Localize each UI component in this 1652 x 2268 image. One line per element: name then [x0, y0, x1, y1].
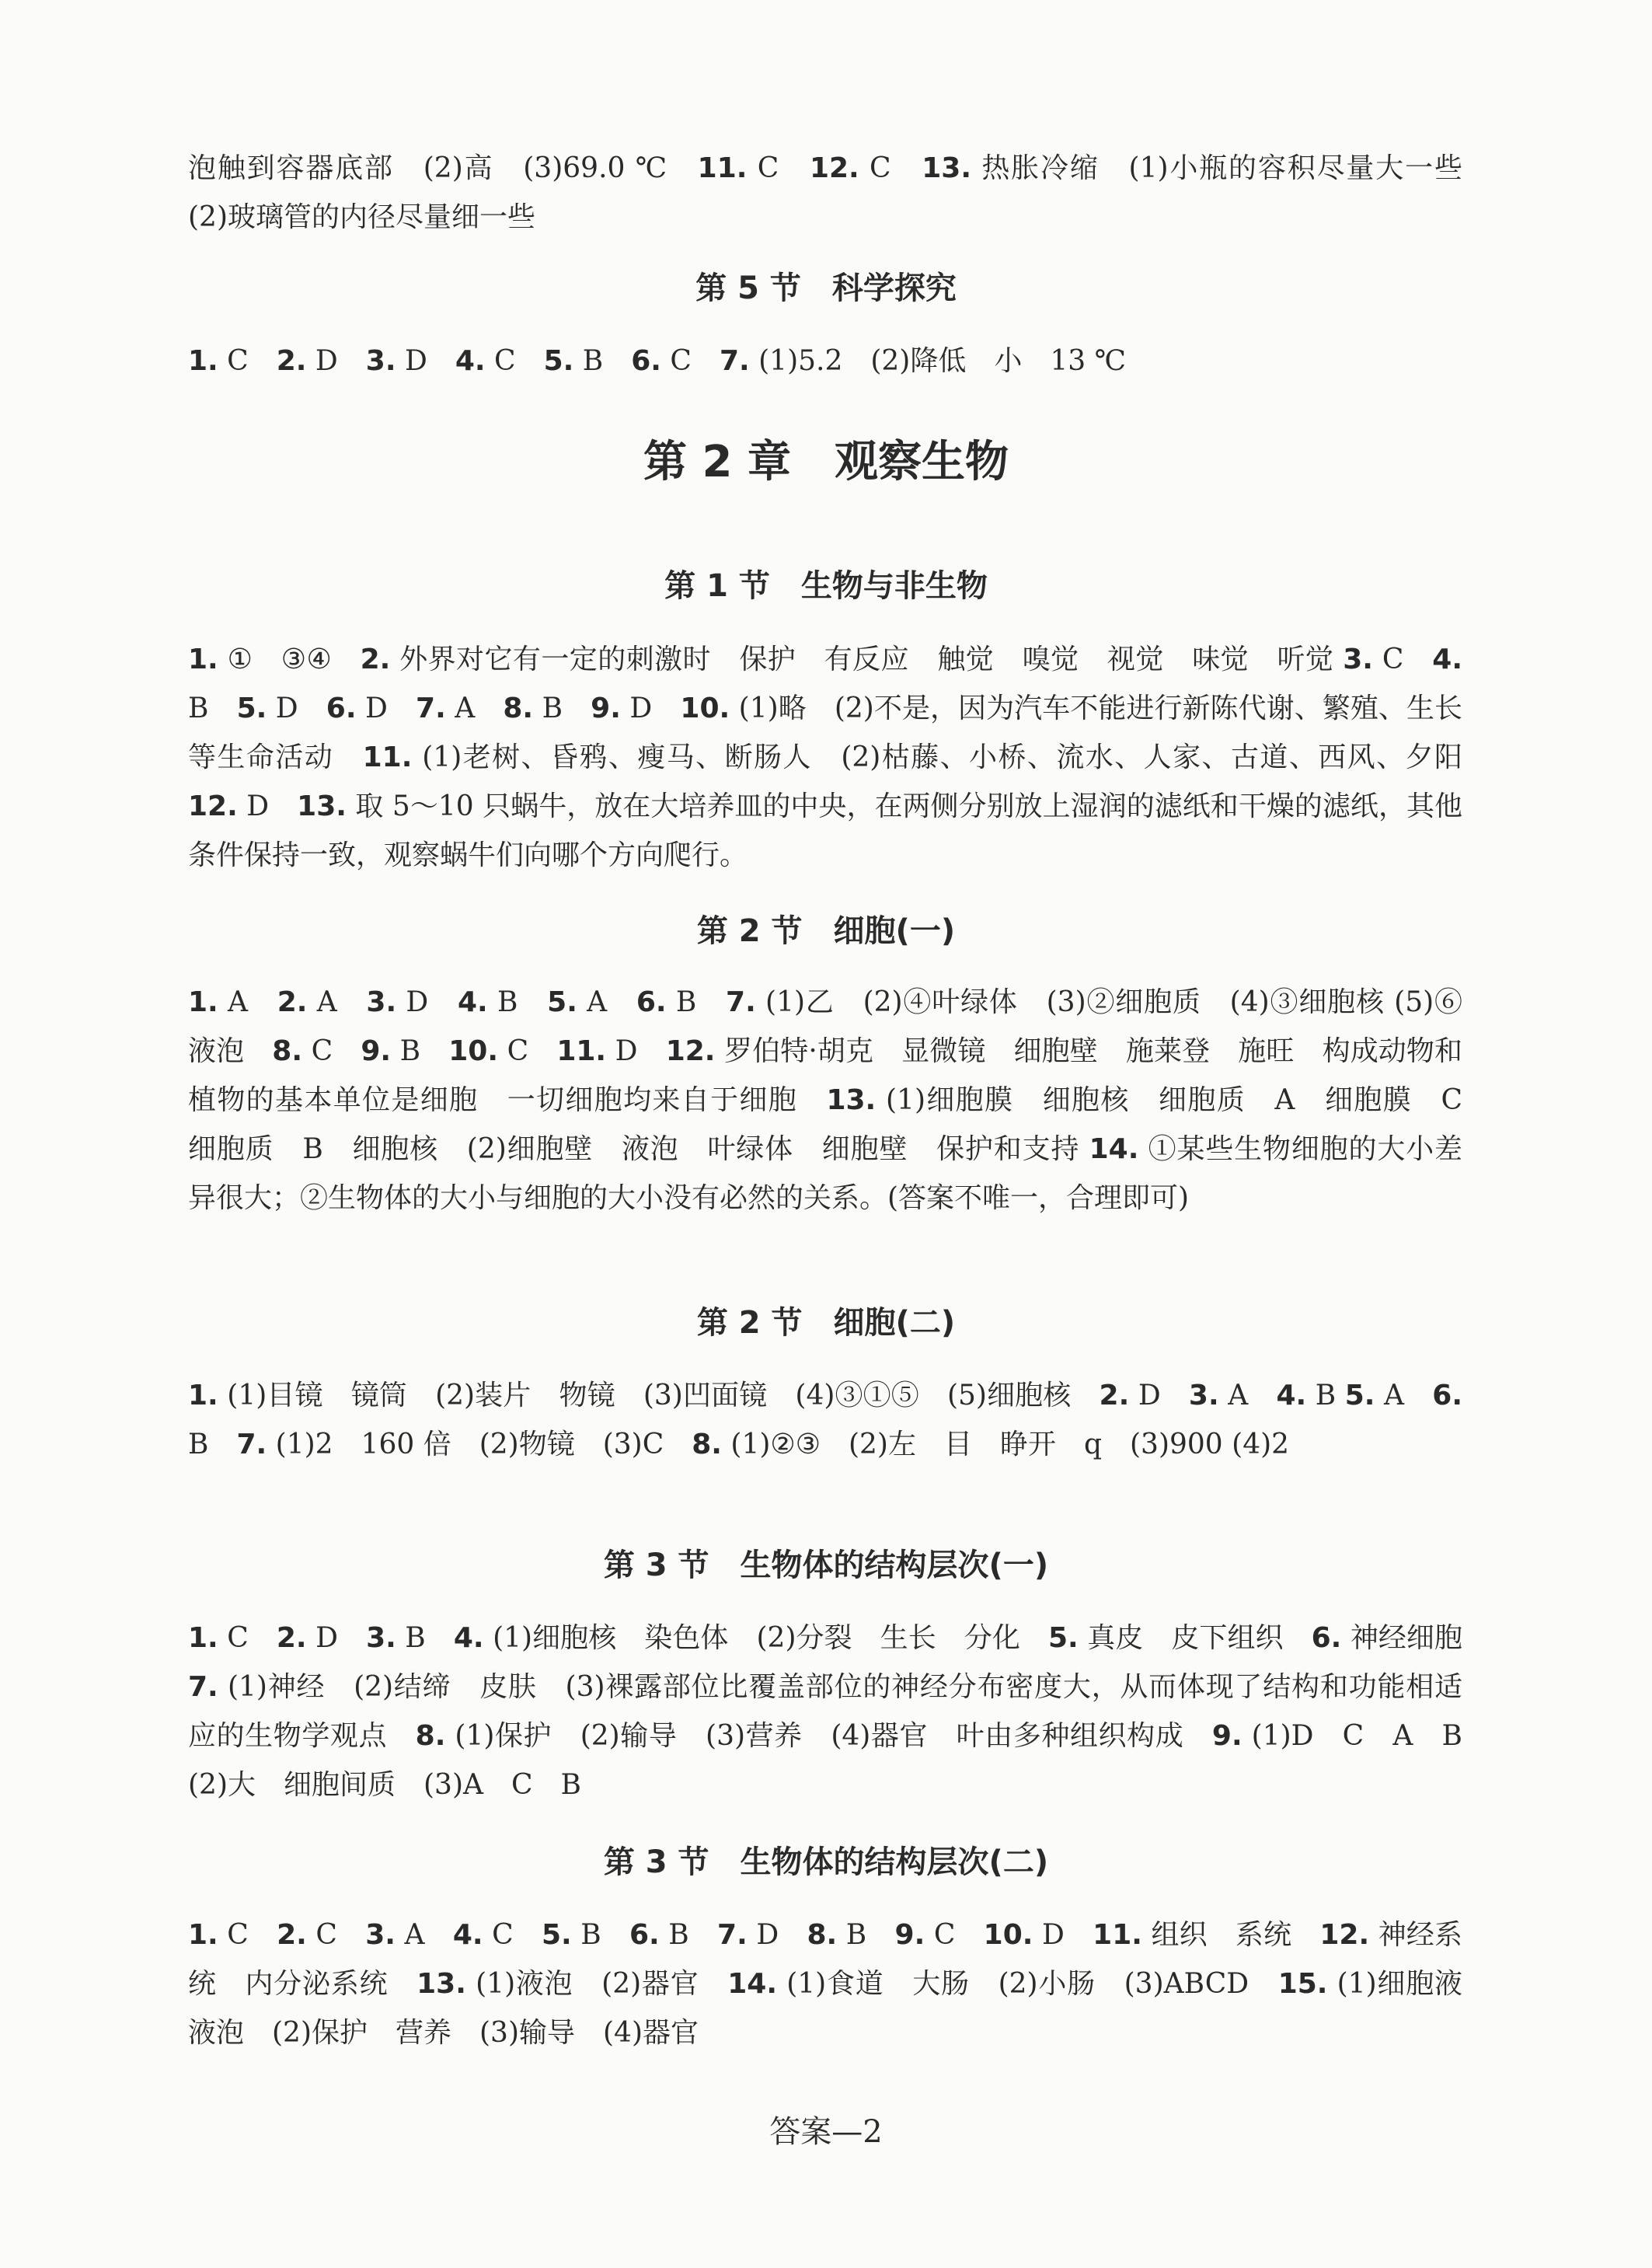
answer-paragraph: 1. C 2. C 3. A 4. C 5. B 6. B 7. D 8. B 9. C 10. D 11. 组织 系统 12. 神经系统 内分泌系统 13. (1)液泡 (2)器官 14. (1)食道 大肠 (2)小肠 (3)ABCD 15. (1)细胞液 液泡 (2)保护 营养 (3)输导 (4)器官	[188, 1919, 1490, 2049]
section-title: 第 5 节 科学探究	[695, 270, 957, 306]
section-answers	[188, 1371, 1462, 1469]
section-title: 第 2 节 细胞(二)	[696, 1305, 956, 1341]
answer-paragraph: 1. (1)目镜 镜筒 (2)装片 物镜 (3)凹面镜 (4)③①⑤ (5)细胞核 2. D 3. A 4. B 5. A 6. B 7. (1)2 160 倍 (2)物镜 (3)C 8. (1)②③ (2)左 目 睁开 q (3)900 (4)2	[188, 1380, 1462, 1460]
answer-paragraph: 1. C 2. D 3. D 4. C 5. B 6. C 7. (1)5.2 (2)降低 小 13 ℃	[188, 345, 1126, 377]
page-number: 答案—2	[769, 2114, 883, 2150]
answer-paragraph: 1. A 2. A 3. D 4. B 5. A 6. B 7. (1)乙 (2)④叶绿体 (3)②细胞质 (4)③细胞核 (5)⑥液泡 8. C 9. B 10. C 11. D 12. 罗伯特·胡克 显微镜 细胞壁 施莱登 施旺 构成动物和植物的基本单位是细胞 一切细胞均来自于细胞 13. (1)细胞膜 细胞核 细胞质 A 细胞膜 C 细胞质 B 细胞核 (2)细胞壁 液泡 叶绿体 细胞壁 保护和支持 14. ①某些生物细胞的大小差异很大；②生物体的大小与细胞的大小没有必然的关系。(答案不唯一，合理即可)	[188, 986, 1491, 1214]
chapter-title: 第 2 章 观察生物	[643, 437, 1009, 487]
section-answers	[188, 1910, 1490, 2057]
section-title: 第 3 节 生物体的结构层次(一)	[603, 1547, 1049, 1583]
answer-paragraph: 泡触到容器底部 (2)高 (3)69.0 ℃ 11. C 12. C 13. 热胀冷缩 (1)小瓶的容积尽量大一些 (2)玻璃管的内径尽量细一些	[188, 152, 1490, 233]
section-answers	[188, 635, 1490, 880]
answer-paragraph: 1. C 2. D 3. B 4. (1)细胞核 染色体 (2)分裂 生长 分化 5. 真皮 皮下组织 6. 神经细胞 7. (1)神经 (2)结缔 皮肤 (3)裸露部位比覆盖部位的神经分布密度大，从而体现了结构和功能相适应的生物学观点 8. (1)保护 (2)输导 (3)营养 (4)器官 叶由多种组织构成 9. (1)D C A B (2)大 细胞间质 (3)A C B	[188, 1622, 1491, 1801]
continued-answers	[188, 144, 1490, 242]
section-title: 第 2 节 细胞(一)	[696, 913, 956, 949]
section-title: 第 3 节 生物体的结构层次(二)	[603, 1844, 1049, 1880]
answer-paragraph: 1. ① ③④ 2. 外界对它有一定的刺激时 保护 有反应 触觉 嗅觉 视觉 味觉 听觉 3. C 4. B 5. D 6. D 7. A 8. B 9. D 10. (1)略 (2)不是，因为汽车不能进行新陈代谢、繁殖、生长等生命活动 11. (1)老树、昏鸦、瘦马、断肠人 (2)枯藤、小桥、流水、人家、古道、西风、夕阳 12. D 13. 取 5～10 只蜗牛，放在大培养皿的中央，在两侧分别放上湿润的滤纸和干燥的滤纸，其他条件保持一致，观察蜗牛们向哪个方向爬行。	[188, 644, 1490, 871]
section-answers	[188, 1614, 1491, 1809]
section-title: 第 1 节 生物与非生物	[664, 568, 988, 604]
section-answers	[188, 337, 1462, 386]
section-answers	[188, 978, 1491, 1223]
